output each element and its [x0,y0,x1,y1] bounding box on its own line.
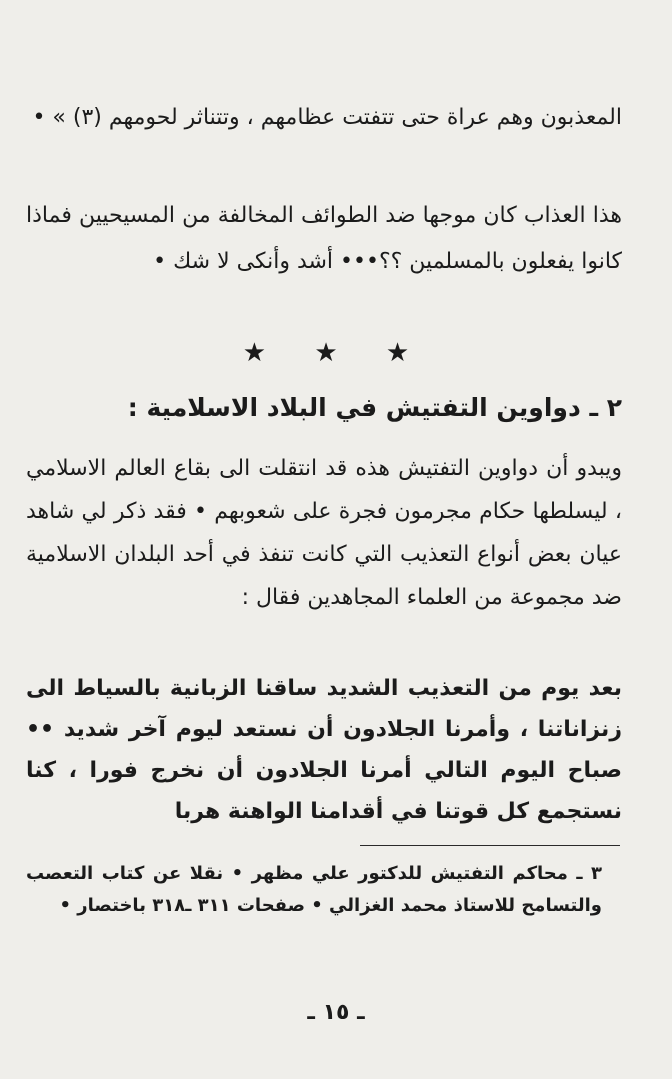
section-heading: ٢ ـ دواوين التفتيش في البلاد الاسلامية : [127,393,622,422]
footnote-text: ٣ ـ محاكم التفتيش للدكتور علي مظهر • نقلا عن كتاب التعصب والتسامح للاستاذ محمد الغزالي • صفحات ٣١١ ـ٣١٨ باختصار • [26,863,602,916]
paragraph-text: بعد يوم من التعذيب الشديد ساقنا الزبانية بالسياط الى زنزاناتنا ، وأمرنا الجلادون أن نستعد ليوم آخر شديد •• صباح اليوم التالي أمرنا الجلادون أن نخرج فورا ، كنا نستجمع كل قوتنا في أقدامنا الواهنة هربا [26,676,622,824]
section-separator-stars: ★ ★ ★ [242,338,430,368]
page-number: ـ ١٥ ـ [307,1000,365,1025]
paragraph-text: هذا العذاب كان موجها ضد الطوائف المخالفة من المسيحيين فماذا كانوا يفعلون بالمسلمين ؟؟••• أشد وأنكى لا شك • [26,203,622,274]
paragraph-witness-intro [26,447,622,619]
footnote-divider [360,845,620,846]
paragraph-text: ويبدو أن دواوين التفتيش هذه قد انتقلت الى بقاع العالم الاسلامي ، ليسلطها حكام مجرمون فجرة على شعوبهم • فقد ذكر لي شاهد عيان بعض أنواع التعذيب التي كانت تنفذ في أحد البلدان الاسلامية ضد مجموعة من العلماء المجاهدين فقال : [26,456,622,610]
paragraph-continuation [26,95,622,141]
paragraph-text: المعذبون وهم عراة حتى تتفتت عظامهم ، وتتناثر لحومهم (٣) » • [32,105,622,130]
footnote [26,858,602,922]
paragraph-witness-quote [26,668,622,832]
paragraph-inquisition-note [26,193,622,285]
